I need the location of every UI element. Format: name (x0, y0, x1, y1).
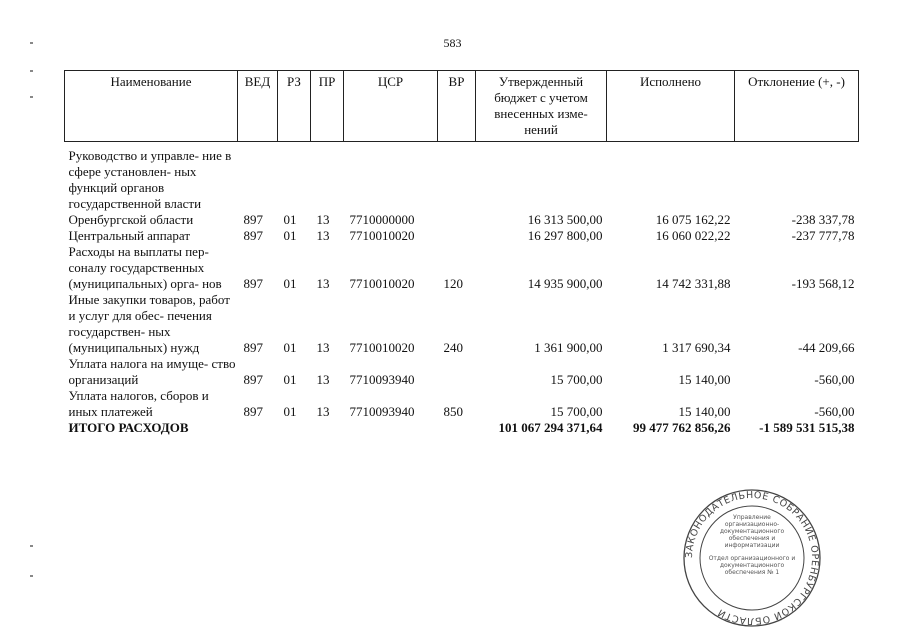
table-row (65, 356, 859, 388)
row-csr: 7710093940 (349, 372, 415, 387)
total-budget: 101 067 294 371,64 (498, 420, 603, 435)
row-pr: 13 (316, 404, 330, 419)
page-number: 583 (443, 36, 462, 50)
row-csr: 7710010020 (349, 276, 415, 291)
table-row (65, 388, 859, 420)
row-csr: 7710010020 (349, 228, 415, 243)
row-done: 14 742 331,88 (655, 276, 731, 291)
total-label: ИТОГО РАСХОДОВ (68, 420, 189, 435)
table-row (65, 244, 859, 292)
row-name: Руководство и управле- ние в сфере установлен- ных функций органов государственной власти Оренбургской области (68, 148, 232, 227)
row-rz: 01 (283, 340, 297, 355)
row-rz: 01 (283, 276, 297, 291)
header-pr: ПР (311, 71, 344, 142)
table-header-row (65, 71, 859, 142)
row-done: 15 140,00 (678, 404, 731, 419)
expenses-table (64, 70, 859, 436)
margin-mark (30, 545, 33, 547)
row-vr: 120 (443, 276, 463, 291)
row-ved: 897 (243, 212, 263, 227)
row-done: 16 075 162,22 (655, 212, 731, 227)
header-csr: ЦСР (344, 71, 438, 142)
row-rz: 01 (283, 404, 297, 419)
header-rz: РЗ (278, 71, 311, 142)
row-name: Расходы на выплаты пер- соналу государственных (муниципальных) орга- нов (68, 244, 222, 291)
row-deviation: -237 777,78 (791, 228, 855, 243)
header-name: Наименование (65, 71, 238, 142)
row-deviation: -44 209,66 (798, 340, 855, 355)
table-row (65, 228, 859, 244)
row-done: 1 317 690,34 (662, 340, 731, 355)
stamp-center-top: Управление организационно- документационного обеспечения и информатизации (719, 514, 785, 549)
table-row (65, 292, 859, 356)
row-vr (438, 356, 476, 388)
header-ved: ВЕД (238, 71, 278, 142)
margin-mark (30, 575, 33, 577)
row-budget: 16 313 500,00 (527, 212, 603, 227)
row-vr: 240 (443, 340, 463, 355)
stamp-center-bottom: Отдел организационного и документационного обеспечения № 1 (708, 555, 796, 576)
row-csr: 7710010020 (349, 340, 415, 355)
row-ved: 897 (243, 228, 263, 243)
row-pr: 13 (316, 372, 330, 387)
stamp-ring-text: ЗАКОНОДАТЕЛЬНОЕ СОБРАНИЕ ОРЕНБУРГСКОЙ ОБЛАСТИ (683, 489, 821, 627)
row-pr: 13 (316, 276, 330, 291)
row-budget: 16 297 800,00 (527, 228, 603, 243)
row-ved: 897 (243, 404, 263, 419)
row-csr: 7710093940 (349, 404, 415, 419)
row-deviation: -560,00 (814, 404, 855, 419)
row-done: 16 060 022,22 (655, 228, 731, 243)
row-budget: 1 361 900,00 (534, 340, 603, 355)
row-budget: 15 700,00 (550, 404, 603, 419)
header-vr: ВР (438, 71, 476, 142)
row-name: Центральный аппарат (68, 228, 191, 243)
official-stamp (672, 488, 832, 628)
row-vr (438, 228, 476, 244)
row-deviation: -193 568,12 (791, 276, 855, 291)
row-rz: 01 (283, 228, 297, 243)
total-deviation: -1 589 531 515,38 (759, 420, 855, 435)
margin-mark (30, 70, 33, 72)
row-pr: 13 (316, 212, 330, 227)
row-budget: 14 935 900,00 (527, 276, 603, 291)
row-ved: 897 (243, 340, 263, 355)
header-budget: Утвержденный бюджет с учетом внесенных изме- нений (476, 71, 607, 142)
table-row (65, 142, 859, 229)
margin-mark (30, 96, 33, 98)
header-deviation: Отклонение (+, -) (735, 71, 859, 142)
row-name: Уплата налогов, сборов и иных платежей (68, 388, 209, 419)
row-pr: 13 (316, 340, 330, 355)
row-name: Уплата налога на имуще- ство организаций (68, 356, 236, 387)
row-ved: 897 (243, 276, 263, 291)
row-name: Иные закупки товаров, работ и услуг для обес- печения государствен- ных (муниципальных) нужд (68, 292, 230, 355)
row-deviation: -238 337,78 (791, 212, 855, 227)
total-row (65, 420, 859, 436)
row-pr: 13 (316, 228, 330, 243)
row-done: 15 140,00 (678, 372, 731, 387)
row-ved: 897 (243, 372, 263, 387)
row-vr: 850 (443, 404, 463, 419)
row-csr: 7710000000 (349, 212, 415, 227)
header-done: Исполнено (607, 71, 735, 142)
row-deviation: -560,00 (814, 372, 855, 387)
row-vr (438, 142, 476, 229)
row-rz: 01 (283, 212, 297, 227)
row-budget: 15 700,00 (550, 372, 603, 387)
margin-mark (30, 42, 33, 44)
row-rz: 01 (283, 372, 297, 387)
total-done: 99 477 762 856,26 (633, 420, 731, 435)
